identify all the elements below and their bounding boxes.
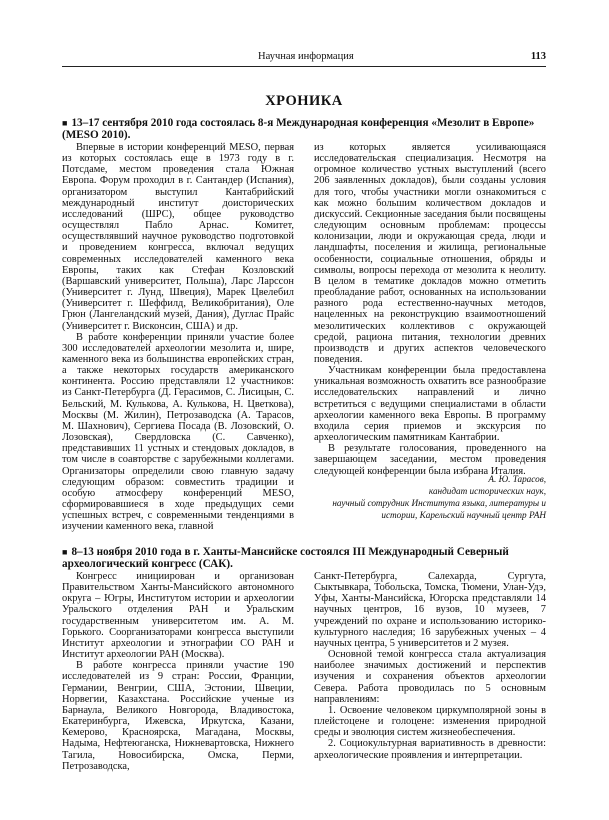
- signature-position-line1: научный сотрудник Института языка, литературы и: [332, 498, 546, 508]
- paragraph: Впервые в истории конференций MESO, первая из которых состоялась еще в 1973 году в г. Потсдаме, местом проведения стала Южная Европа. Форум проходил в г. Сантандер (Испания), организатором выступил Кантабрийский международный институт доисторических исследований (ШРС), общее руководство осуществлял Пабло Арнас. Комитет, осуществлявший научное руководство подготовкой и проведением конгресса, включал ведущих современных исследователей каменного века Европы, таких как Стефан Козловский (Варшавский университет, Польша), Ларс Ларссон (Университет г. Лунд, Швеция), Марек Цвелебил (Университет г. Шеффилд, Великобритания), Оле Грюн (Лангеландский музей, Дания), Дуглас Прайс (Университет г. Висконсин, США) и др.: [62, 142, 294, 332]
- paragraph: Санкт-Петербурга, Салехарда, Сургута, Сыктывкара, Тобольска, Томска, Тюмени, Улан-Удэ, Уфы, Ханты-Мансийска, Югорска представляли 14 научных центров, 16 вузов, 10 музеев, 7 учреждений по охране и использованию историко-культурного наследия; 16 зарубежных ученых – 4 научных центра, 5 университетов и 2 музея.: [314, 571, 546, 649]
- signature-degree: кандидат исторических наук,: [428, 486, 546, 496]
- article1-signature: [306, 473, 546, 521]
- paragraph: 2. Социокультурная вариативность в древности: археологические проявления и интерпретации.: [314, 738, 546, 761]
- article1-right-column: [314, 142, 546, 477]
- article2-headline-block: [62, 546, 546, 570]
- paragraph: В работе конгресса приняли участие 190 исследователей из 9 стран: России, Франции, Германии, Венгрии, США, Эстонии, Швеции, Норвегии, Казахстана. Российские ученые из Барнаула, Великого Новгорода, Владивостока, Екатеринбурга, Ижевска, Иркутска, Казани, Кемерово, Красноярска, Магадана, Москвы, Надыма, Нефтеюганска, Нижневартовска, Нижнего Тагила, Новосибирска, Омска, Перми, Петрозаводска,: [62, 660, 294, 772]
- article1-headline: 13–17 сентября 2010 года состоялась 8-я Международная конференция «Мезолит в Европе» (MESO 2010).: [62, 117, 535, 141]
- article1-headline-block: [62, 117, 546, 141]
- section-title: ХРОНИКА: [265, 93, 343, 109]
- article2-left-column: [62, 571, 294, 772]
- paragraph: В результате голосования, проведенного на завершающем заседании, местом проведения следующей конференции была избрана Италия.: [314, 443, 546, 477]
- paragraph: В работе конференции приняли участие более 300 исследователей археологии мезолита и, шире, каменного века из большинства европейских стран, а также некоторых государств американского континента. Россию представляли 12 участников: из Санкт-Петербурга (Д. Герасимов, С. Лисицын, С. Бельский, М. Кулькова, А. Кулькова, Н. Цветкова), Москвы (М. Жилин), Петрозаводска (А. Тарасов, М. Шахнович), Сергиева Посада (В. Лозовский, О. Лозовская), Свердловска (С. Савченко), представивших 11 устных и стендовых докладов, в том числе в соавторстве с зарубежными коллегами. Организаторы определили свою главную задачу следующим образом: совместить традиции и особую атмосферу конференций MESO, сформировавшиеся в ходе предыдущих семи успешных встреч, с современными тенденциями в изучении каменного века, главной: [62, 331, 294, 533]
- paragraph: Конгресс инициирован и организован Правительством Ханты-Мансийского автономного округа – Югры, Институтом истории и археологии Уральского отделения РАН и Уральским государственным университетом им. А. М. Горького. Соорганизаторами конгресса выступили Институт археологии и этнографии СО РАН и Институт археологии РАН (Москва).: [62, 571, 294, 661]
- running-header-title: Научная информация: [258, 51, 354, 62]
- running-header: [62, 49, 546, 65]
- page-number: 113: [530, 51, 546, 62]
- paragraph: Участникам конференции была предоставлена уникальная возможность охватить все разнообразие исследовательских направлений и лично встретиться с ведущими специалистами в области археологии каменного века Европы. В программу входила серия приемов и экскурсия по археологическим памятникам Кантабрии.: [314, 365, 546, 444]
- paragraph: 1. Освоение человеком циркумполярной зоны в плейстоцене и голоцене: изменения природной среды и эволюция систем жизнеобеспечения.: [314, 704, 546, 739]
- signature-author: А. Ю. Тарасов,: [488, 474, 546, 484]
- article2-right-column: [314, 571, 546, 761]
- article2-headline: 8–13 ноября 2010 года в г. Ханты-Мансийске состоялся III Международный Северный археологический конгресс (САК).: [62, 546, 509, 570]
- signature-position-line2: истории, Карельский научный центр РАН: [381, 510, 546, 520]
- square-bullet-icon: ■: [62, 118, 68, 128]
- header-rule: [62, 66, 546, 67]
- article1-left-column: [62, 142, 294, 532]
- paragraph: из которых является усиливающаяся исследовательская специализация. Несмотря на огромное количество устных выступлений (всего 206 заявленных докладов), были созданы условия для того, чтобы участники могли ознакомиться с как можно большим количеством докладов и дискуссий. Секционные заседания были посвящены следующим основным проблемам: процессы колонизации, люди и окружающая среда, люди и ландшафты, поселения и жилища, региональные особенности, социальные отношения, обряды и символы, вопросы перехода от мезолита к неолиту. В целом в тематике докладов можно отметить преобладание работ, основанных на использовании разного рода естественно-научных методов, нацеленных на реконструкцию взаимоотношений мезолитических коллективов с окружающей средой, рациона питания, технологии древних производств и других аспектов человеческого поведения.: [314, 142, 546, 365]
- paragraph: Основной темой конгресса стала актуализация наиболее значимых достижений и перспектив изучения и сохранения объектов археологии Севера. Работа проводилась по 5 основным направлениям:: [314, 649, 546, 705]
- square-bullet-icon: ■: [62, 547, 68, 557]
